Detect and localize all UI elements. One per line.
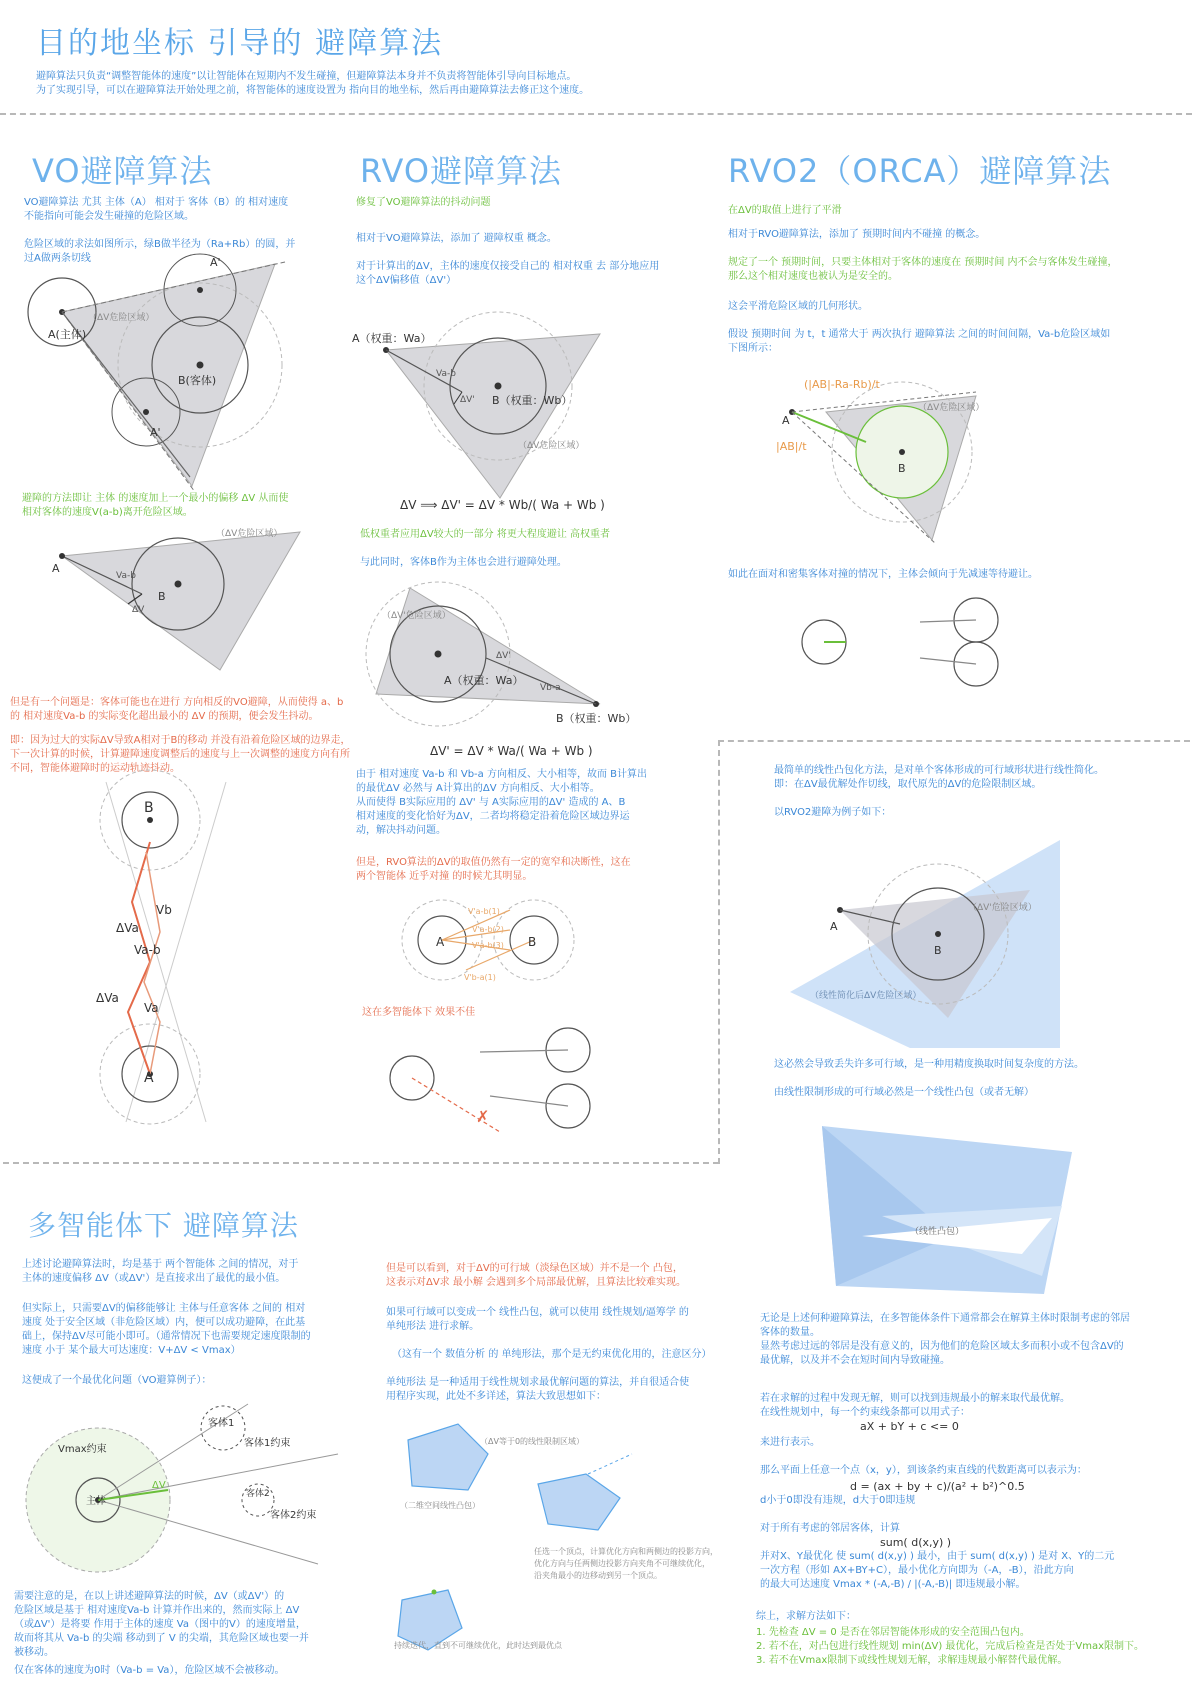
- multi-diagram-1: [18, 1394, 358, 1574]
- rvo2-text-8: 以RVO2避障为例子如下：: [774, 807, 892, 818]
- vo-point-b: [197, 362, 204, 369]
- svg-text:V'b-a(1): V'b-a(1): [464, 973, 496, 982]
- multi-text-r3: 来进行表示。: [760, 1437, 820, 1448]
- vo-text-1: VO避障算法 尤其 主体（A） 相对于 客体（B）的 相对速度 不能指向可能会发生碰撞的危险区域。: [24, 197, 289, 222]
- multi-text-r9: 1. 先检查 ΔV = 0 是否在邻居智能体形成的安全范围凸包内。 2. 若不在，对凸包进行线性规划 min(ΔV) 最优化，完成后检查是否处于Vmax限制下。 3. 若不在Vmax限制下或线性规划无解，求解违规最小解替代最优解。: [756, 1627, 1145, 1666]
- svg-text:Vmax约束: Vmax约束: [58, 1444, 107, 1455]
- svg-text:（线性简化后ΔV危险区域）: （线性简化后ΔV危险区域）: [810, 991, 922, 1001]
- rvo2-text-1: 在ΔV的取值上进行了平滑: [728, 205, 842, 216]
- svg-text:V'a-b(1): V'a-b(1): [468, 907, 500, 916]
- svg-text:Va-b: Va-b: [116, 571, 136, 581]
- multi-text-r6: 对于所有考虑的邻居客体，计算: [760, 1523, 900, 1534]
- vo-text-3: 避障的方法即让 主体 的速度加上一个最小的偏移 ΔV 从而使 相对客体的速度V(a-b)离开危险区域。: [22, 493, 289, 518]
- multi-text-r7: 并对X、Y最优化 使 sum( d(x,y) ) 最小，由于 sum( d(x,y) ) 是对 X、Y的二元 一次方程（形如 AX+BY+C），最小优化方向即为（-A，-B），沿此方向 的最大可达速度 Vmax * (-A,-B) / |(-A,-B)| 即违规最小解。: [760, 1551, 1115, 1590]
- svg-text:（ΔV危险区域）: （ΔV危险区域）: [918, 403, 985, 413]
- svg-text:（线性凸包）: （线性凸包）: [910, 1227, 965, 1237]
- svg-text:B: B: [934, 944, 942, 957]
- rvo2-text-4: 这会平滑危险区域的几何形状。: [728, 301, 868, 312]
- multi-text-c3: （这有一个 数值分析 的 单纯形法，那个是无约束优化用的，注意区分）: [392, 1349, 712, 1360]
- svg-text:A: A: [144, 1070, 154, 1086]
- svg-text:（ΔV等于0的线性限制区域）: （ΔV等于0的线性限制区域）: [480, 1437, 585, 1446]
- svg-text:（ΔV危险区域）: （ΔV危险区域）: [216, 529, 283, 539]
- rvo2-text-6: 如此在面对和密集客体对撞的情况下，主体会倾向于先减速等待避让。: [728, 569, 1038, 580]
- vo-diagram-1: [20, 256, 320, 492]
- svg-text:持续迭代，直到不可继续优化，此时达到最优点: 持续迭代，直到不可继续优化，此时达到最优点: [394, 1641, 562, 1650]
- svg-text:ΔV: ΔV: [152, 1480, 166, 1491]
- vo-label-a1: A': [210, 256, 221, 269]
- multi-text-r1: 无论是上述何种避障算法，在多智能体条件下通常都会在解算主体时限制考虑的邻居 客体的数量。 显然考虑过远的邻居是没有意义的，因为他们的危险区域太多而积小或不包含ΔV的 最优解，以及并不会在短时间内导致碰撞。: [760, 1313, 1130, 1366]
- rvo2-diagram-4: [822, 1126, 1072, 1294]
- rvo-text-4: 低权重者应用ΔV较大的一部分 将更大程度避让 高权重者: [360, 529, 611, 540]
- svg-text:Vb-a: Vb-a: [540, 683, 561, 693]
- svg-text:Va: Va: [144, 1001, 159, 1015]
- svg-text:ΔV': ΔV': [496, 651, 511, 661]
- rvo2-diagram-3: [790, 830, 1060, 1050]
- rvo2-text-3: 规定了一个 预期时间，只要主体相对于客体的速度在 预期时间 内不会与客体发生碰撞， 那么这个相对速度也被认为是安全的。: [728, 257, 1118, 282]
- multi-title: 多智能体下 避障算法: [28, 1209, 299, 1242]
- eq-sum: sum( d(x,y) ): [880, 1536, 952, 1549]
- header-divider: [0, 113, 1192, 115]
- svg-text:B: B: [528, 935, 537, 949]
- svg-text:B（权重：Wb）: B（权重：Wb）: [492, 394, 573, 407]
- svg-text:V'a-b(2): V'a-b(2): [472, 925, 504, 934]
- rvo-diagram-4: [380, 1022, 600, 1138]
- svg-text:任选一个顶点，计算优化方向和两侧边的投影方向，: 任选一个顶点，计算优化方向和两侧边的投影方向，: [534, 1547, 718, 1556]
- svg-text:沿夹角最小的边移动到另一个顶点。: 沿夹角最小的边移动到另一个顶点。: [534, 1571, 662, 1580]
- svg-text:B: B: [158, 590, 166, 603]
- vo-label-zone: （ΔV危险区域）: [88, 313, 155, 323]
- svg-text:（ΔV危险区域）: （ΔV危险区域）: [518, 441, 585, 451]
- rvo2-text-10: 由线性限制形成的可行域必然是一个线性凸包（或者无解）: [774, 1087, 1034, 1098]
- vo-text-2: 危险区域的求法如图所示，绿B做半径为（Ra+Rb）的圆，并 过A做两条切线: [24, 239, 296, 264]
- rvo2-diagram-1: [776, 376, 1006, 546]
- svg-text:B: B: [144, 800, 154, 816]
- multi-text-2: 但实际上，只需要ΔV的偏移能够让 主体与任意客体 之间的 相对 速度 处于安全区域（非危险区域）内，便可以成功避障，在此基 础上，保持ΔV尽可能小即可。（通常情况下也需要规定速度限制的 速度 小于 某个最大可达速度：V+ΔV < Vmax）: [22, 1303, 311, 1356]
- rvo2-text-5: 假设 预期时间 为 t，t 通常大于 两次执行 避障算法 之间的时间间隔，Va-b危险区域如 下图所示：: [728, 329, 1111, 354]
- multi-text-r4: 那么平面上任意一个点（x，y），到该条约束直线的代数距离可以表示为：: [760, 1465, 1087, 1476]
- svg-text:ΔV': ΔV': [460, 395, 475, 405]
- svg-text:A: A: [782, 414, 790, 427]
- rvo-text-8: 这在多智能体下 效果不佳: [362, 1007, 476, 1018]
- rvo-text-2: 相对于VO避障算法，添加了 避障权重 概念。: [356, 233, 557, 244]
- vo-title: VO避障算法: [32, 152, 213, 190]
- svg-text:ΔVa: ΔVa: [96, 991, 119, 1005]
- multi-text-r2: 若在求解的过程中发现无解，则可以找到违规最小的解来取代最优解。 在线性规划中，每一个约束线条都可以用式子：: [760, 1393, 1070, 1418]
- rvo-text-6: 由于 相对速度 Va-b 和 Vb-a 方向相反、大小相等，故而 B计算出 的最优ΔV 必然与 A计算出的ΔV 方向相反、大小相等。 从而使得 B实际应用的 ΔV' 与 A实际应用的ΔV' 造成的 A、B 相对速度的变化恰好为ΔV，二者均将稳定沿着危险区域边界运 动，解决抖动问题。: [356, 769, 648, 836]
- rvo-diagram-2: [360, 574, 637, 734]
- svg-text:Va-b: Va-b: [134, 943, 161, 957]
- rvo-diagram-3: [400, 880, 600, 1000]
- svg-text:（ΔV'危险区域）: （ΔV'危险区域）: [382, 611, 451, 621]
- vo-text-5: 即：因为过大的实际ΔV导致A相对于B的移动 并没有沿着危险区域的边界走， 下一次计算的时候，计算避障速度调整后的速度与上一次调整的速度方向有所 不同，智能体避障时的运动轨迹抖动。: [10, 735, 351, 774]
- multi-text-r5: d小于0即没有违规，d大于0即违规: [760, 1495, 916, 1506]
- svg-text:V'a-b(3): V'a-b(3): [472, 941, 504, 950]
- svg-text:主体: 主体: [86, 1496, 106, 1507]
- vo-label-a2: A': [150, 426, 161, 439]
- rvo2-box-top: [718, 740, 1190, 742]
- rvo-text-3: 对于计算出的ΔV，主体的速度仅接受自己的 相对权重 去 部分地应用 这个ΔV偏移值（ΔV'）: [356, 261, 660, 286]
- vo-danger-zone: [62, 264, 275, 486]
- svg-text:A: A: [436, 935, 445, 949]
- intro-text: 避障算法只负责“调整智能体的速度”以让智能体在短期内不发生碰撞，但避障算法本身并不负责将智能体引导向目标地点。 为了实现引导，可以在避障算法开始处理之前，将智能体的速度设置为 指向目的地坐标，然后再由避障算法去修正这个速度。: [36, 71, 590, 96]
- svg-text:A（权重：Wa）: A（权重：Wa）: [444, 674, 524, 687]
- vo-label-a: A(主体): [48, 328, 87, 341]
- svg-text:（ΔV'危险区域）: （ΔV'危险区域）: [968, 903, 1037, 913]
- rvo-text-5: 与此同时，客体B作为主体也会进行避障处理。: [360, 557, 567, 568]
- vo-diagram-3: [86, 782, 246, 1122]
- multi-text-4: 需要注意的是，在以上讲述避障算法的时候，ΔV（或ΔV'）的 危险区域是基于 相对速度Va-b 计算并作出来的，然而实际上 ΔV （或ΔV'）是将要 作用于主体的速度 Va（图中的V）的速度增量， 故而将其从 Va-b 的尖端 移动到了 V 的尖端，其危险区域也要一并 被移动。: [14, 1591, 309, 1658]
- svg-text:A: A: [830, 920, 838, 933]
- svg-text:B: B: [898, 462, 906, 475]
- rvo-text-7: 但是，RVO算法的ΔV的取值仍然有一定的宽窄和决断性，这在 两个智能体 近乎对撞 的时候尤其明显。: [356, 857, 631, 882]
- page-title: 目的地坐标 引导的 避障算法: [36, 26, 444, 61]
- rvo2-diagram-2: [790, 596, 1010, 686]
- svg-text:(|AB|-Ra-Rb)/t: (|AB|-Ra-Rb)/t: [804, 378, 880, 391]
- svg-text:✗: ✗: [476, 1107, 490, 1126]
- svg-text:客体1约束: 客体1约束: [244, 1438, 291, 1449]
- rvo2-title: RVO2（ORCA）避障算法: [728, 152, 1112, 190]
- rvo2-text-9: 这必然会导致丢失许多可行域，是一种用精度换取时间复杂度的方法。: [774, 1059, 1084, 1070]
- rvo-title: RVO避障算法: [360, 152, 563, 190]
- vo-text-4: 但是有一个问题是：客体可能也在进行 方向相反的VO避障，从而使得 a、b 的 相对速度Va-b 的实际变化超出最小的 ΔV 的预期，便会发生抖动。: [10, 697, 344, 722]
- svg-text:Vb: Vb: [156, 903, 172, 917]
- multi-text-c1: 但是可以看到，对于ΔV的可行域（淡绿色区域）并不是一个 凸包， 这表示对ΔV求 最小解 会遇到多个局部最优解，且算法比较难实现。: [386, 1263, 687, 1288]
- rvo-text-1: 修复了VO避障算法的抖动问题: [356, 197, 491, 208]
- svg-text:Va-b: Va-b: [436, 369, 456, 379]
- rvo-formula-1: ΔV ⟹ ΔV' = ΔV * Wb/( Wa + Wb ): [400, 498, 605, 512]
- multi-text-c2: 如果可行域可以变成一个 线性凸包，就可以使用 线性规划/逼筹学 的 单纯形法 进行求解。: [386, 1307, 689, 1332]
- multi-text-r8: 综上，求解方法如下：: [756, 1611, 856, 1622]
- svg-text:ΔVa: ΔVa: [116, 921, 139, 935]
- vo-rvo-divider: [3, 1162, 719, 1164]
- rvo2-text-2: 相对于RVO避障算法，添加了 预期时间内不碰撞 的概念。: [728, 229, 986, 240]
- svg-text:|AB|/t: |AB|/t: [776, 440, 807, 453]
- svg-text:A: A: [52, 562, 60, 575]
- svg-text:A（权重：Wa）: A（权重：Wa）: [352, 332, 432, 345]
- eq-constraint: aX + bY + c <= 0: [860, 1420, 959, 1433]
- vo-label-b: B(客体): [178, 374, 217, 387]
- rvo-vertical-divider: [718, 740, 720, 1164]
- rvo2-text-7: 最简单的线性凸包化方法，是对单个客体形成的可行域形状进行线性简化。 即：在ΔV最优解处作切线，取代原先的ΔV的危险限制区域。: [774, 765, 1104, 790]
- eq-distance: d = (ax + by + c)/(a² + b²)^0.5: [850, 1480, 1025, 1493]
- multi-text-5: 仅在客体的速度为0时（Va-b = Va），危险区域不会被移动。: [14, 1665, 285, 1676]
- svg-text:客体1: 客体1: [208, 1418, 235, 1429]
- rvo-diagram-1: [350, 320, 610, 500]
- multi-text-1: 上述讨论避障算法时，均是基于 两个智能体 之间的情况，对于 主体的速度偏移 ΔV（或ΔV'）是直接求出了最优的最小值。: [22, 1259, 299, 1284]
- multi-text-c4: 单纯形法 是一种适用于线性规划求最优解问题的算法，并自很适合使 用程序实现，此处不多详述，算法大致思想如下：: [386, 1377, 690, 1402]
- svg-text:客体2: 客体2: [246, 1489, 270, 1499]
- svg-text:优化方向与任两侧边投影方向夹角不可继续优化，: 优化方向与任两侧边投影方向夹角不可继续优化，: [534, 1559, 710, 1568]
- simplex-diagram: [388, 1414, 738, 1674]
- multi-text-3: 这便成了一个最优化问题（VO避算例子）：: [22, 1375, 212, 1386]
- svg-text:ΔV: ΔV: [132, 605, 145, 615]
- svg-text:客体2约束: 客体2约束: [270, 1510, 317, 1521]
- rvo-formula-2: ΔV' = ΔV * Wa/( Wa + Wb ): [430, 744, 593, 758]
- vo-diagram-2: [50, 522, 310, 672]
- svg-text:B（权重：Wb）: B（权重：Wb）: [556, 712, 637, 725]
- svg-text:（二维空间线性凸包）: （二维空间线性凸包）: [400, 1501, 480, 1510]
